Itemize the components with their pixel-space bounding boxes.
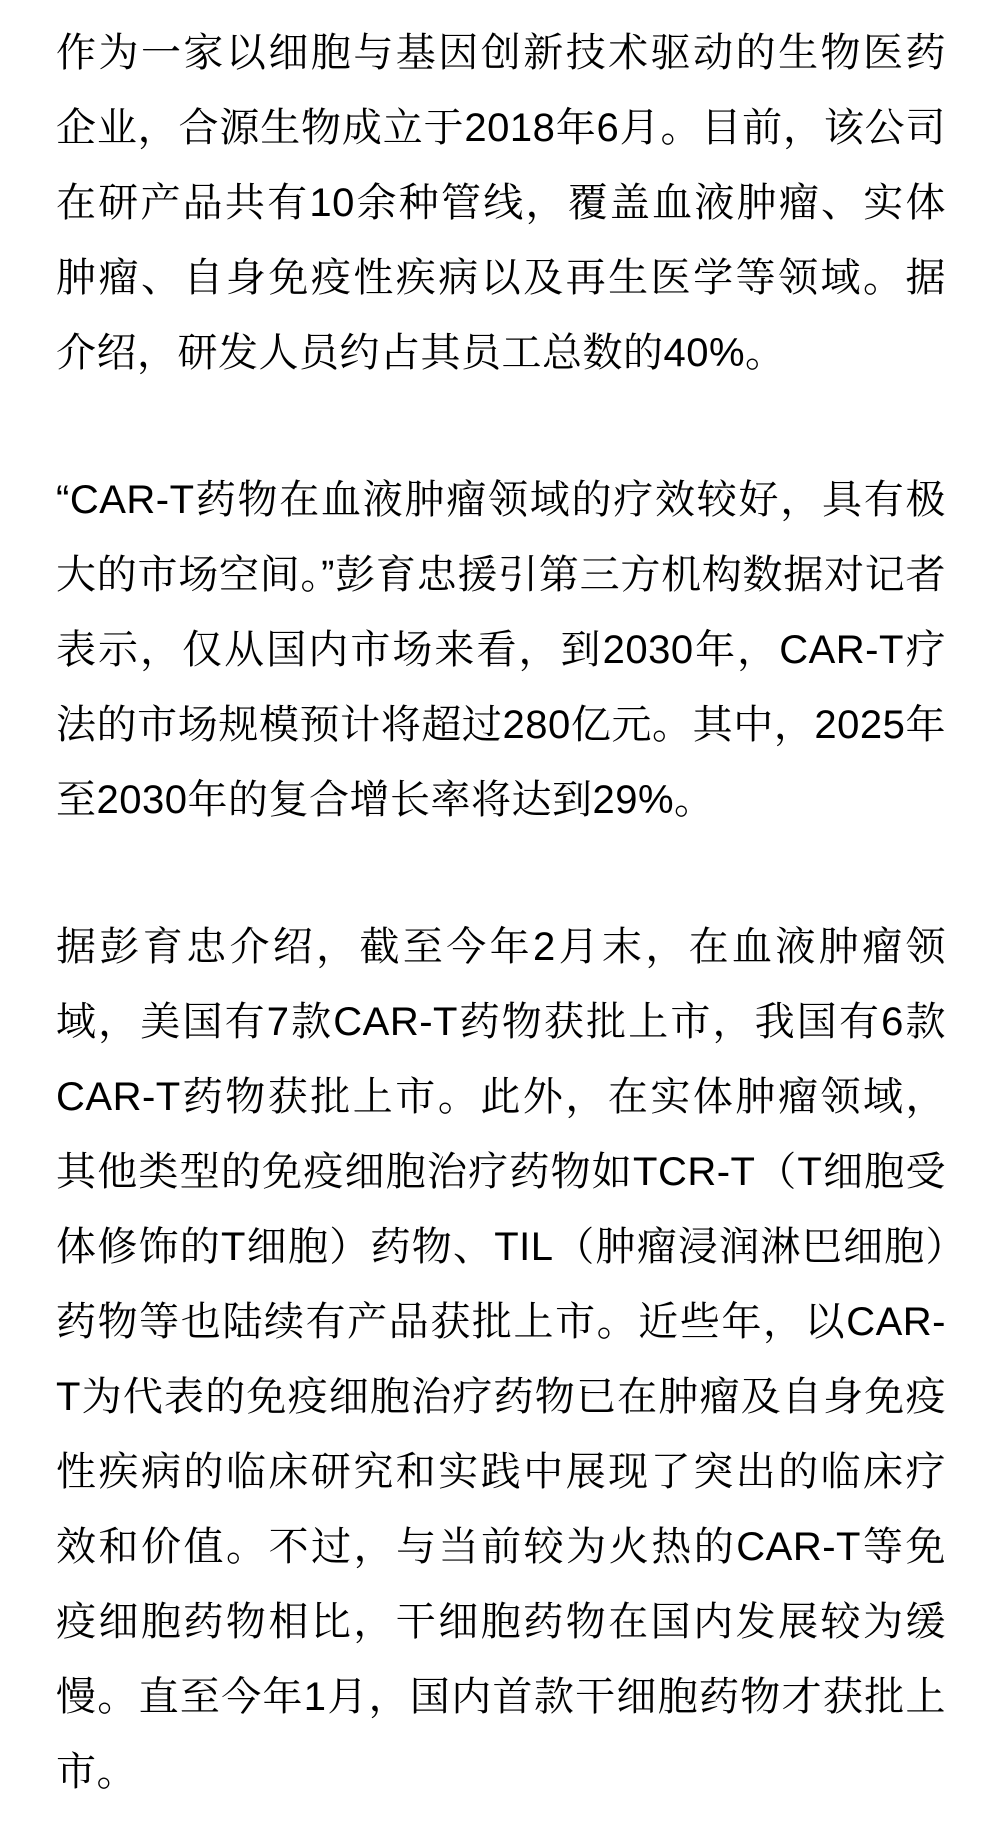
paragraph-company-intro: 作为一家以细胞与基因创新技术驱动的生物医药企业，合源生物成立于2018年6月。目前，该公司在研产品共有10余种管线，覆盖血液肿瘤、实体肿瘤、自身免疫性疾病以及再生医学等领域。据介绍，研发人员约占其员工总数的40%。 (56, 31, 946, 375)
paragraph-cart-market: “CAR-T药物在血液肿瘤领域的疗效较好，具有极大的市场空间。”彭育忠援引第三方机构数据对记者表示，仅从国内市场来看，到2030年，CAR-T疗法的市场规模预计将超过280亿元。其中，2025年至2030年的复合增长率将达到29%。 (56, 478, 946, 822)
paragraph-approval-status: 据彭育忠介绍，截至今年2月末，在血液肿瘤领域，美国有7款CAR-T药物获批上市，我国有6款CAR-T药物获批上市。此外，在实体肿瘤领域，其他类型的免疫细胞治疗药物如TCR-T（T细胞受体修饰的T细胞）药物、TIL（肿瘤浸润淋巴细胞）药物等也陆续有产品获批上市。近些年，以CAR-T为代表的免疫细胞治疗药物已在肿瘤及自身免疫性疾病的临床研究和实践中展现了突出的临床疗效和价值。不过，与当前较为火热的CAR-T等免疫细胞药物相比，干细胞药物在国内发展较为缓慢。直至今年1月，国内首款干细胞药物才获批上市。 (56, 925, 946, 1794)
